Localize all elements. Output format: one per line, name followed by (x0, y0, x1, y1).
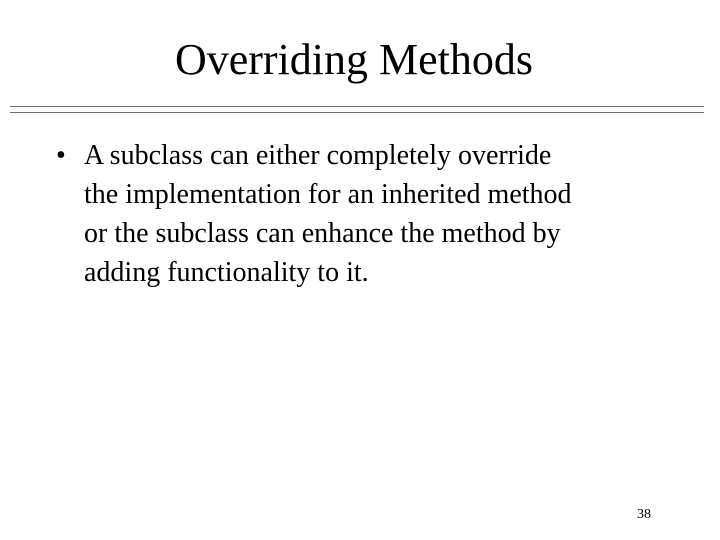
bullet-item (56, 136, 706, 292)
title-divider-bottom (10, 112, 704, 113)
bullet-text-line-3: or the subclass can enhance the method by (84, 218, 561, 249)
bullet-list (56, 136, 706, 292)
bullet-text-line-1: A subclass can either completely override (84, 140, 552, 171)
bullet-text-line-4: adding functionality to it. (84, 257, 369, 288)
bullet-text-line-2: the implementation for an inherited method (84, 179, 572, 210)
slide-title: Overriding Methods (174, 35, 534, 84)
page-number: 38 (637, 507, 651, 522)
bullet-marker: • (56, 140, 66, 171)
title-divider-top (10, 106, 704, 107)
